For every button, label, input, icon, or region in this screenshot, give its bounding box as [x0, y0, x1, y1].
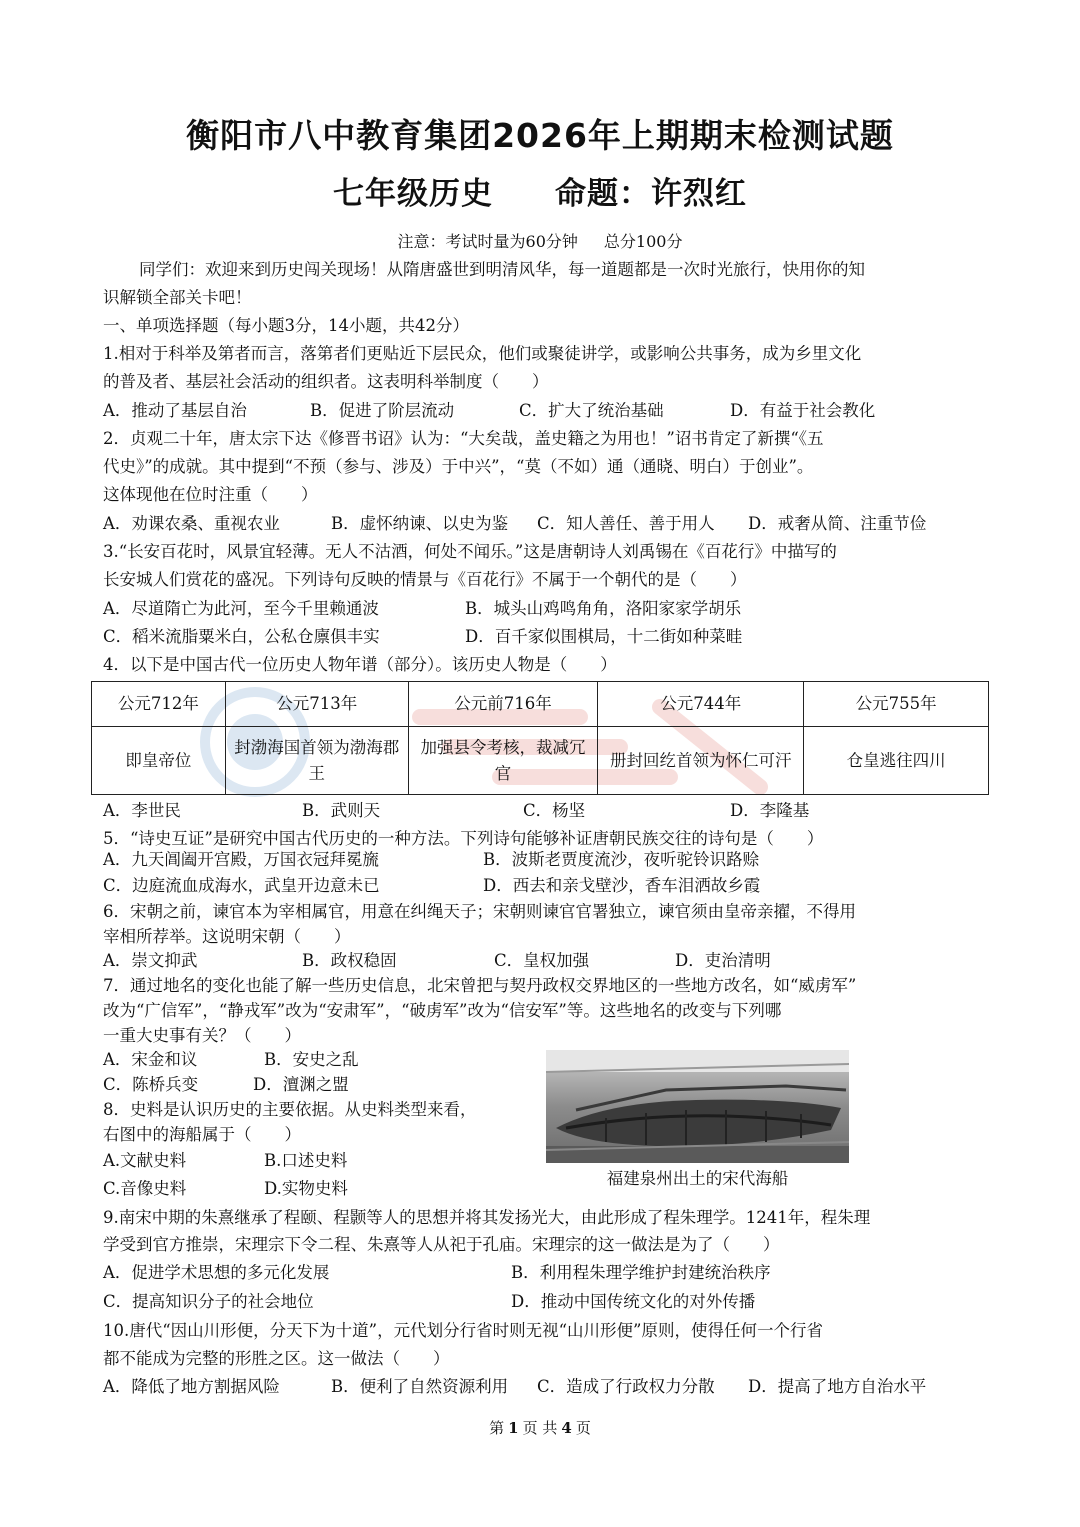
- option-d[interactable]: D.实物史料: [264, 1179, 348, 1198]
- table-cell-year: 公元712年: [92, 682, 226, 727]
- option-c[interactable]: C.音像史料: [103, 1179, 187, 1198]
- question-10-stem: 都不能成为完整的形胜之区。这一做法（ ）: [103, 1349, 450, 1368]
- option-a[interactable]: A．宋金和议: [103, 1050, 198, 1069]
- question-6-stem: 6．宋朝之前，谏官本为宰相属官，用意在纠绳天子；宋朝则谏官官署独立，谏官须由皇帝亲擢，不得用: [103, 902, 856, 921]
- question-1-stem: 的普及者、基层社会活动的组织者。这表明科举制度（ ）: [103, 372, 549, 391]
- option-b[interactable]: B．波斯老贾度流沙，夜听驼铃识路赊: [483, 850, 760, 869]
- option-a[interactable]: A．尽道隋亡为此河，至今千里赖通波: [103, 599, 379, 618]
- option-c[interactable]: C．造成了行政权力分散: [537, 1377, 715, 1396]
- page-footer: [0, 1417, 1080, 1438]
- option-d[interactable]: D．提高了地方自治水平: [748, 1377, 927, 1396]
- table-cell-year: 公元755年: [804, 682, 989, 727]
- table-cell-year: 公元前716年: [408, 682, 598, 727]
- option-c[interactable]: C．边庭流血成海水，武皇开边意未已: [103, 876, 380, 895]
- exam-subtitle: [0, 168, 1080, 213]
- page-number: 1: [508, 1419, 519, 1437]
- option-a[interactable]: A．李世民: [103, 801, 181, 820]
- subject-label: 七年级历史: [333, 176, 493, 212]
- table-cell-event: 加强县令考核，裁减冗官: [408, 727, 598, 795]
- table-cell-year: 公元744年: [598, 682, 804, 727]
- table-row: [92, 727, 989, 795]
- table-cell-event: 仓皇逃往四川: [804, 727, 989, 795]
- question-2-stem: 代史》”的成就。其中提到“不预（参与、涉及）于中兴”，“莫（不如）通（通晓、明白）于创业”。: [103, 457, 814, 476]
- option-c[interactable]: C．稻米流脂粟米白，公私仓廪俱丰实: [103, 627, 380, 646]
- footer-mid: 页 共: [522, 1419, 558, 1437]
- option-a[interactable]: A．九天阊阖开宫殿，万国衣冠拜冕旒: [103, 850, 379, 869]
- table-cell-event: 封渤海国首领为渤海郡王: [225, 727, 408, 795]
- option-b[interactable]: B．利用程朱理学维护封建统治秩序: [511, 1263, 771, 1282]
- page-total: 4: [561, 1419, 572, 1437]
- question-8-stem: 右图中的海船属于（ ）: [103, 1125, 301, 1144]
- chronology-table: [91, 681, 989, 795]
- option-d[interactable]: D．有益于社会教化: [730, 401, 876, 420]
- option-b[interactable]: B．促进了阶层流动: [310, 401, 455, 420]
- footer-prefix: 第: [489, 1419, 505, 1437]
- question-7-stem: 7．通过地名的变化也能了解一些历史信息，北宋曾把与契丹政权交界地区的一些地方改名，如“威虏军”: [103, 976, 857, 995]
- option-d[interactable]: D．西去和亲戈壁沙，香车泪洒故乡霞: [483, 876, 761, 895]
- option-b[interactable]: B．政权稳固: [302, 951, 397, 970]
- option-b[interactable]: B．城头山鸡鸣角角，洛阳家家学胡乐: [465, 599, 742, 618]
- song-ship-photo: [546, 1050, 849, 1163]
- figure-caption: 福建泉州出土的宋代海船: [606, 1169, 789, 1188]
- question-3-stem: 3.“长安百花时，风景宜轻薄。无人不沽酒，何处不闻乐。”这是唐朝诗人刘禹锡在《百花行》中描写的: [103, 542, 837, 561]
- option-c[interactable]: C．知人善任、善于用人: [537, 514, 715, 533]
- table-cell-year: 公元713年: [225, 682, 408, 727]
- question-4-stem: 4．以下是中国古代一位历史人物年谱（部分）。该历史人物是（ ）: [103, 655, 617, 674]
- option-d[interactable]: D．澶渊之盟: [253, 1075, 349, 1094]
- section-heading: 一、单项选择题（每小题3分，14小题，共42分）: [103, 316, 469, 335]
- exam-notice: [0, 229, 1080, 252]
- option-c[interactable]: C．扩大了统治基础: [519, 401, 664, 420]
- author-label: 命题：许烈红: [555, 176, 747, 212]
- option-a[interactable]: A．降低了地方割据风险: [103, 1377, 280, 1396]
- table-cell-event: 册封回纥首领为怀仁可汗: [598, 727, 804, 795]
- question-5-stem: 5．“诗史互证”是研究中国古代历史的一种方法。下列诗句能够补证唐朝民族交往的诗句是（ ）: [103, 829, 824, 848]
- score-notice: 总分100分: [603, 232, 683, 251]
- intro-line: 同学们：欢迎来到历史闯关现场！从隋唐盛世到明清风华，每一道题都是一次时光旅行，快用你的知: [139, 260, 865, 279]
- option-c[interactable]: C．杨坚: [523, 801, 586, 820]
- table-row: [92, 682, 989, 727]
- question-9-stem: 学受到官方推崇，宋理宗下令二程、朱熹等人从祀于孔庙。宋理宗的这一做法是为了（ ）: [103, 1235, 780, 1254]
- question-2-stem: 这体现他在位时注重（ ）: [103, 485, 318, 504]
- option-b[interactable]: B．武则天: [302, 801, 381, 820]
- question-10-stem: 10.唐代“因山川形便，分天下为十道”，元代划分行省时则无视“山川形便”原则，使得任何一个行省: [103, 1321, 823, 1340]
- option-b[interactable]: B．安史之乱: [264, 1050, 359, 1069]
- time-notice: 注意：考试时量为60分钟: [397, 232, 578, 251]
- option-a[interactable]: A．促进学术思想的多元化发展: [103, 1263, 330, 1282]
- question-8-stem: 8．史料是认识历史的主要依据。从史料类型来看，: [103, 1100, 477, 1119]
- footer-suffix: 页: [575, 1419, 591, 1437]
- question-6-stem: 宰相所荐举。这说明宋朝（ ）: [103, 927, 351, 946]
- option-a[interactable]: A．推动了基层自治: [103, 401, 247, 420]
- question-2-stem: 2．贞观二十年，唐太宗下达《修晋书诏》认为：“大矣哉，盖史籍之为用也！”诏书肯定了新撰“《五: [103, 429, 824, 448]
- option-d[interactable]: D．李隆基: [730, 801, 810, 820]
- option-b[interactable]: B．虚怀纳谏、以史为鉴: [331, 514, 509, 533]
- option-b[interactable]: B．便利了自然资源利用: [331, 1377, 509, 1396]
- option-d[interactable]: D．戒奢从简、注重节俭: [748, 514, 927, 533]
- question-7-stem: 一重大史事有关？（ ）: [103, 1026, 301, 1045]
- option-b[interactable]: B.口述史料: [264, 1151, 348, 1170]
- question-9-stem: 9.南宋中期的朱熹继承了程颐、程颢等人的思想并将其发扬光大，由此形成了程朱理学。1241年，程朱理: [103, 1208, 871, 1227]
- option-a[interactable]: A．崇文抑武: [103, 951, 198, 970]
- question-3-stem: 长安城人们赏花的盛况。下列诗句反映的情景与《百花行》不属于一个朝代的是（ ）: [103, 570, 747, 589]
- option-c[interactable]: C．提高知识分子的社会地位: [103, 1292, 314, 1311]
- option-d[interactable]: D．百千家似围棋局，十二街如种菜畦: [465, 627, 743, 646]
- question-1-stem: 1.相对于科举及第者而言，落第者们更贴近下层民众，他们或聚徒讲学，或影响公共事务，成为乡里文化: [103, 344, 862, 363]
- exam-title: 衡阳市八中教育集团2026年上期期末检测试题: [186, 116, 894, 155]
- option-a[interactable]: A．劝课农桑、重视农业: [103, 514, 280, 533]
- option-c[interactable]: C．陈桥兵变: [103, 1075, 199, 1094]
- option-a[interactable]: A.文献史料: [103, 1151, 187, 1170]
- option-d[interactable]: D．推动中国传统文化的对外传播: [511, 1292, 756, 1311]
- table-cell-event: 即皇帝位: [92, 727, 226, 795]
- option-d[interactable]: D．吏治清明: [675, 951, 771, 970]
- option-c[interactable]: C．皇权加强: [494, 951, 590, 970]
- intro-line: 识解锁全部关卡吧！: [103, 288, 252, 307]
- question-7-stem: 改为“广信军”，“静戎军”改为“安肃军”，“破虏军”改为“信安军”等。这些地名的改变与下列哪: [103, 1001, 782, 1020]
